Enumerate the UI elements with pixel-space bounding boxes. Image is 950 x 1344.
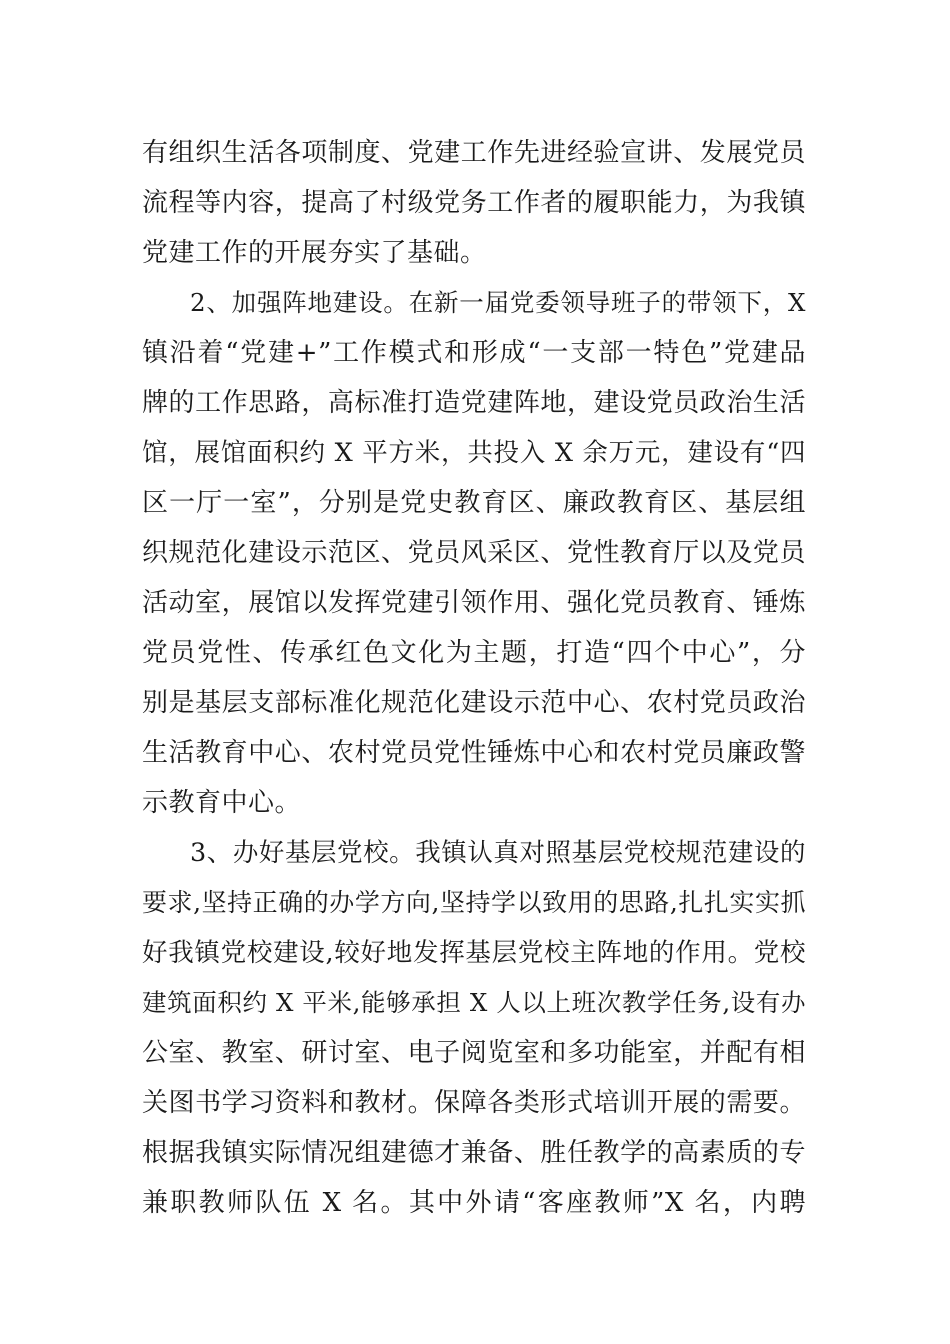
text-line-1: 有组织生活各项制度、党建工作先进经验宣讲、发展党员 (142, 138, 806, 168)
text-line-13: 生活教育中心、农村党员党性锤炼中心和农村党员廉政警 (142, 738, 806, 768)
text-line-17: 好我镇党校建设,较好地发挥基层党校主阵地的作用。党校 (142, 938, 806, 968)
text-line-22: 兼职教师队伍 X 名。其中外请“客座教师”X 名，内聘 (142, 1188, 806, 1218)
text-line-15: 3、办好基层党校。我镇认真对照基层党校规范建设的 (190, 838, 806, 868)
text-line-19: 公室、教室、研讨室、电子阅览室和多功能室，并配有相 (142, 1038, 806, 1068)
text-line-9: 织规范化建设示范区、党员风采区、党性教育厅以及党员 (142, 538, 806, 568)
text-line-16: 要求,坚持正确的办学方向,坚持学以致用的思路,扎扎实实抓 (142, 888, 806, 917)
text-line-20: 关图书学习资料和教材。保障各类形式培训开展的需要。 (142, 1088, 806, 1118)
text-line-14: 示教育中心。 (142, 788, 302, 818)
text-line-2: 流程等内容，提高了村级党务工作者的履职能力，为我镇 (142, 188, 806, 218)
text-line-3: 党建工作的开展夯实了基础。 (142, 238, 487, 268)
text-line-12: 别是基层支部标准化规范化建设示范中心、农村党员政治 (142, 688, 806, 718)
text-line-7: 馆，展馆面积约 X 平方米，共投入 X 余万元，建设有“四 (142, 438, 806, 468)
text-line-10: 活动室，展馆以发挥党建引领作用、强化党员教育、锤炼 (142, 588, 806, 618)
text-line-8: 区一厅一室”，分别是党史教育区、廉政教育区、基层组 (142, 488, 806, 518)
text-line-6: 牌的工作思路，高标准打造党建阵地，建设党员政治生活 (142, 388, 806, 418)
text-line-21: 根据我镇实际情况组建德才兼备、胜任教学的高素质的专 (142, 1138, 806, 1168)
text-line-4: 2、加强阵地建设。在新一届党委领导班子的带领下，X (190, 288, 806, 317)
text-line-11: 党员党性、传承红色文化为主题，打造“四个中心”，分 (142, 638, 806, 668)
text-line-5: 镇沿着“党建+”工作模式和形成“一支部一特色”党建品 (142, 338, 806, 368)
text-line-18: 建筑面积约 X 平米,能够承担 X 人以上班次教学任务,设有办 (142, 988, 806, 1017)
